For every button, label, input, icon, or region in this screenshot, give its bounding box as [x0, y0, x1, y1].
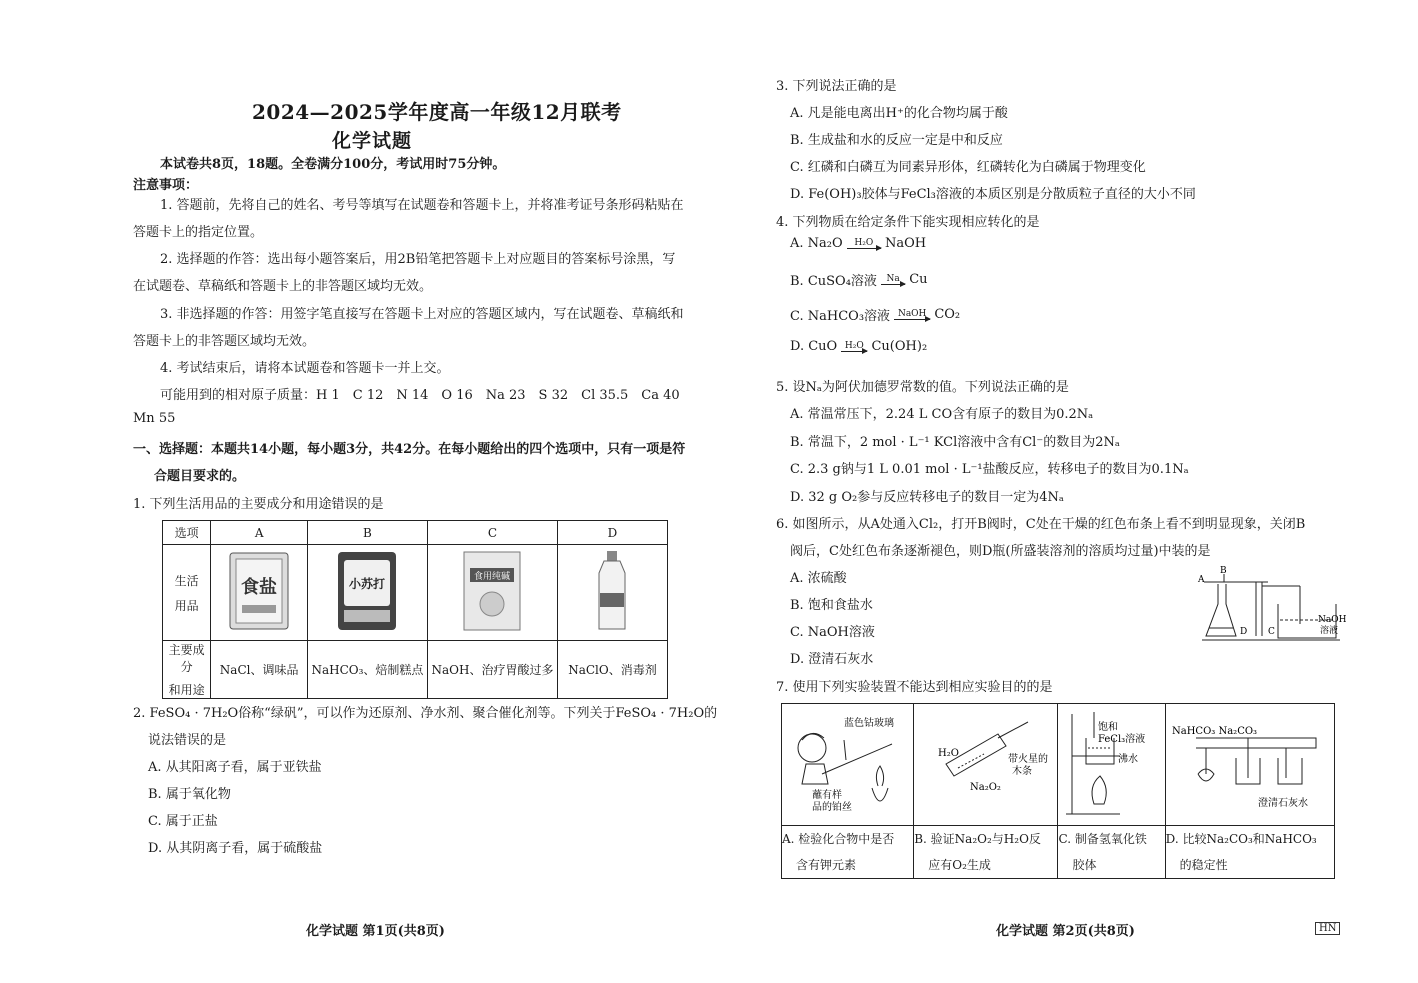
q1-header-d: D — [557, 521, 667, 545]
q1-row-label-use-a: 主要成分 — [168, 643, 205, 674]
q1-pic-c-cell — [427, 545, 557, 641]
q4-option-c — [790, 305, 960, 324]
q7-fig-b-cell — [914, 704, 1058, 826]
fig7d-compounds: NaHCO₃ Na₂CO₃ — [1171, 726, 1257, 737]
q1-header-a: A — [211, 521, 308, 545]
q6-apparatus-diagram — [1196, 564, 1346, 644]
q6-option-d: D. 澄清石灰水 — [790, 652, 874, 667]
q1-pic-d-cell — [557, 545, 667, 641]
notice-1a: 1. 答题前，先将自己的姓名、考号等填写在试题卷和答题卡上，并将准考证号条形码粘贴在 — [160, 198, 684, 213]
q1-header-b: B — [307, 521, 427, 545]
q7-caption-c-2: 胶体 — [1072, 858, 1097, 872]
q1-cell-c: NaOH、治疗胃酸过多 — [427, 641, 557, 699]
q1-pic-a-cell — [211, 545, 308, 641]
q1-table — [162, 520, 668, 699]
q1-cell-b: NaHCO₃、焙制糕点 — [307, 641, 427, 699]
question-4: 4. 下列物质在给定条件下能实现相应转化的是 — [776, 215, 1040, 230]
exam-subtitle: 化学试题 — [332, 130, 413, 152]
flame-test-diagram — [782, 704, 913, 822]
q2-option-b: B. 属于氧化物 — [148, 787, 231, 802]
q5-option-c: C. 2.3 g钠与1 L 0.01 mol · L⁻¹盐酸反应，转移电子的数目为0.1Nₐ — [790, 462, 1189, 477]
q5-option-d: D. 32 g O₂参与反应转移电子的数目一定为4Nₐ — [790, 490, 1064, 505]
q7-caption-a-1: A. 检验化合物中是否 — [782, 832, 895, 846]
fig7c-saturated: 饱和 — [1098, 722, 1119, 733]
q3-option-c: C. 红磷和白磷互为同素异形体，红磷转化为白磷属于物理变化 — [790, 160, 1146, 175]
q4-a-left: A. Na₂O — [790, 236, 843, 251]
q7-caption-d-2: 的稳定性 — [1179, 858, 1228, 872]
q1-cell-a: NaCl、调味品 — [211, 641, 308, 699]
region-badge: HN — [1315, 922, 1340, 935]
fig6-label-b: B — [1220, 566, 1227, 576]
q4-c-condition: NaOH — [897, 309, 927, 319]
q3-option-b: B. 生成盐和水的反应一定是中和反应 — [790, 133, 1003, 148]
fig6-solution-2: 溶液 — [1320, 626, 1339, 636]
q6-option-c: C. NaOH溶液 — [790, 625, 875, 640]
q1-cell-d: NaClO、消毒剂 — [557, 641, 667, 699]
q4-d-condition: H₂O — [844, 341, 864, 351]
q7-fig-a-cell — [782, 704, 914, 826]
q1-row-label-item-a: 生活 — [174, 573, 199, 588]
q7-caption-b-2: 应有O₂生成 — [928, 858, 991, 872]
q7-caption-a-2: 含有钾元素 — [796, 858, 857, 872]
q7-fig-d-cell — [1165, 704, 1334, 826]
q4-option-a — [790, 236, 926, 251]
q1-header-option: 选项 — [163, 521, 211, 545]
notice-1b: 答题卡上的指定位置。 — [133, 225, 264, 240]
footer-page-1: 化学试题 第1页(共8页) — [306, 924, 445, 939]
sodium-peroxide-diagram — [914, 704, 1057, 822]
q5-option-a: A. 常温常压下，2.24 L CO含有原子的数目为0.2Nₐ — [790, 407, 1094, 422]
fig7a-wire-2: 品的铂丝 — [812, 802, 852, 813]
fig6-label-a: A — [1198, 575, 1205, 585]
q4-b-arrow — [881, 274, 905, 285]
pic-b-label: 小苏打 — [349, 577, 386, 591]
q4-c-arrow — [894, 309, 930, 320]
q4-option-b — [790, 270, 928, 289]
q4-d-right: Cu(OH)₂ — [871, 339, 928, 354]
q1-row-label-use-b: 和用途 — [168, 683, 205, 697]
q7-fig-c-cell — [1058, 704, 1165, 826]
notice-4: 4. 考试结束后，请将本试题卷和答题卡一并上交。 — [160, 361, 450, 376]
q1-row-label-use — [163, 641, 211, 699]
question-2-cont: 说法错误的是 — [148, 733, 227, 748]
q6-option-a: A. 浓硫酸 — [790, 571, 847, 586]
pic-c-label: 食用纯碱 — [474, 572, 511, 582]
fig7c-boiling-water: 沸水 — [1118, 754, 1139, 765]
q4-b-left: B. CuSO₄溶液 — [790, 274, 877, 289]
notice-3a: 3. 非选择题的作答：用签字笔直接写在答题卡上对应的答题区域内，写在试题卷、草稿纸和 — [160, 307, 684, 322]
question-5: 5. 设Nₐ为阿伏加德罗常数的值。下列说法正确的是 — [776, 380, 1069, 395]
q4-option-d — [790, 339, 927, 354]
q5-option-b: B. 常温下，2 mol · L⁻¹ KCl溶液中含有Cl⁻的数目为2Nₐ — [790, 435, 1120, 450]
question-1: 1. 下列生活用品的主要成分和用途错误的是 — [133, 497, 384, 512]
section-one-heading-cont: 合题目要求的。 — [154, 469, 246, 484]
notice-2b: 在试题卷、草稿纸和答题卡上的非答题区域均无效。 — [133, 279, 433, 294]
fig7a-cobalt-glass: 蓝色钴玻璃 — [844, 718, 894, 729]
notice-3b: 答题卡上的非答题区域均无效。 — [133, 334, 316, 349]
fig7d-limewater: 澄清石灰水 — [1257, 798, 1308, 809]
question-7: 7. 使用下列实验装置不能达到相应实验目的的是 — [776, 680, 1053, 695]
q1-row-label-item — [163, 545, 211, 641]
q1-header-c: C — [427, 521, 557, 545]
q7-caption-c — [1058, 826, 1165, 879]
q7-caption-a — [782, 826, 914, 879]
q4-d-arrow — [841, 341, 867, 352]
q4-b-right: Cu — [909, 272, 928, 287]
notice-2a: 2. 选择题的作答：选出每小题答案后，用2B铅笔把答题卡上对应题目的答案标号涂黑，写 — [160, 252, 676, 267]
carbonate-stability-diagram — [1166, 704, 1334, 822]
atomic-masses: 可能用到的相对原子质量：H 1 C 12 N 14 O 16 Na 23 S 32 Cl 35.5 Ca 40 — [160, 388, 680, 403]
q7-caption-b-1: B. 验证Na₂O₂与H₂O反 — [914, 832, 1041, 846]
fig6-solution-1: NaOH — [1318, 615, 1346, 625]
q2-option-d: D. 从其阴离子看，属于硫酸盐 — [148, 841, 323, 856]
question-6-cont: 阀后，C处红色布条逐渐褪色，则D瓶(所盛装溶剂的溶质均过量)中装的是 — [790, 544, 1211, 559]
pic-a-label: 食盐 — [241, 577, 278, 598]
fig7b-splint-1: 带火星的 — [1008, 754, 1049, 765]
salt-package-image — [224, 549, 294, 633]
atomic-masses-cont: Mn 55 — [133, 411, 176, 426]
question-6: 6. 如图所示，从A处通入Cl₂，打开B阀时，C处在干燥的红色布条上看不到明显现象，关闭B — [776, 517, 1306, 532]
q4-a-right: NaOH — [884, 236, 927, 251]
q7-caption-c-1: C. 制备氢氧化铁 — [1058, 832, 1147, 846]
q2-option-a: A. 从其阳离子看，属于亚铁盐 — [148, 760, 322, 775]
q2-option-c: C. 属于正盐 — [148, 814, 218, 829]
question-3: 3. 下列说法正确的是 — [776, 79, 897, 94]
q1-pic-b-cell — [307, 545, 427, 641]
footer-page-2: 化学试题 第2页(共8页) — [996, 924, 1135, 939]
fig7b-peroxide: Na₂O₂ — [970, 782, 1002, 793]
q4-a-condition: H₂O — [854, 238, 874, 248]
q4-c-right: CO₂ — [934, 307, 961, 322]
exam-title: 2024—2025学年度高一年级12月联考 — [252, 100, 622, 124]
notice-heading: 注意事项： — [133, 178, 199, 193]
q4-d-left: D. CuO — [790, 339, 838, 354]
q6-option-b: B. 饱和食盐水 — [790, 598, 873, 613]
exam-info: 本试卷共8页，18题。全卷满分100分，考试用时75分钟。 — [160, 157, 506, 172]
q4-c-left: C. NaHCO₃溶液 — [790, 309, 891, 324]
q4-a-arrow — [847, 238, 881, 249]
q4-b-condition: Na — [886, 274, 900, 284]
soda-ash-package-image — [456, 548, 528, 634]
q1-row-label-item-b: 用品 — [174, 598, 199, 613]
q3-option-a: A. 凡是能电离出H⁺的化合物均属于酸 — [790, 106, 1008, 121]
q7-caption-b — [914, 826, 1058, 879]
colloid-prep-diagram — [1058, 704, 1164, 822]
q3-option-d: D. Fe(OH)₃胶体与FeCl₃溶液的本质区别是分散质粒子直径的大小不同 — [790, 187, 1196, 202]
baking-soda-package-image — [334, 548, 400, 634]
fig7b-water: H₂O — [938, 748, 960, 759]
fig7b-splint-2: 木条 — [1012, 766, 1033, 777]
fig7a-wire-1: 蘸有样 — [812, 790, 842, 801]
fig6-label-c: C — [1268, 627, 1275, 637]
q7-table — [781, 703, 1335, 879]
fig6-label-d: D — [1240, 627, 1248, 637]
question-2: 2. FeSO₄ · 7H₂O俗称“绿矾”，可以作为还原剂、净水剂、聚合催化剂等。下列关于FeSO₄ · 7H₂O的 — [133, 706, 718, 721]
q7-caption-d — [1165, 826, 1334, 879]
section-one-heading: 一、选择题：本题共14小题，每小题3分，共42分。在每小题给出的四个选项中，只有一项是符 — [133, 442, 686, 457]
bleach-bottle-image — [587, 547, 637, 635]
q7-caption-d-1: D. 比较Na₂CO₃和NaHCO₃ — [1165, 832, 1317, 846]
fig7c-fecl3: FeCl₃溶液 — [1098, 734, 1146, 745]
